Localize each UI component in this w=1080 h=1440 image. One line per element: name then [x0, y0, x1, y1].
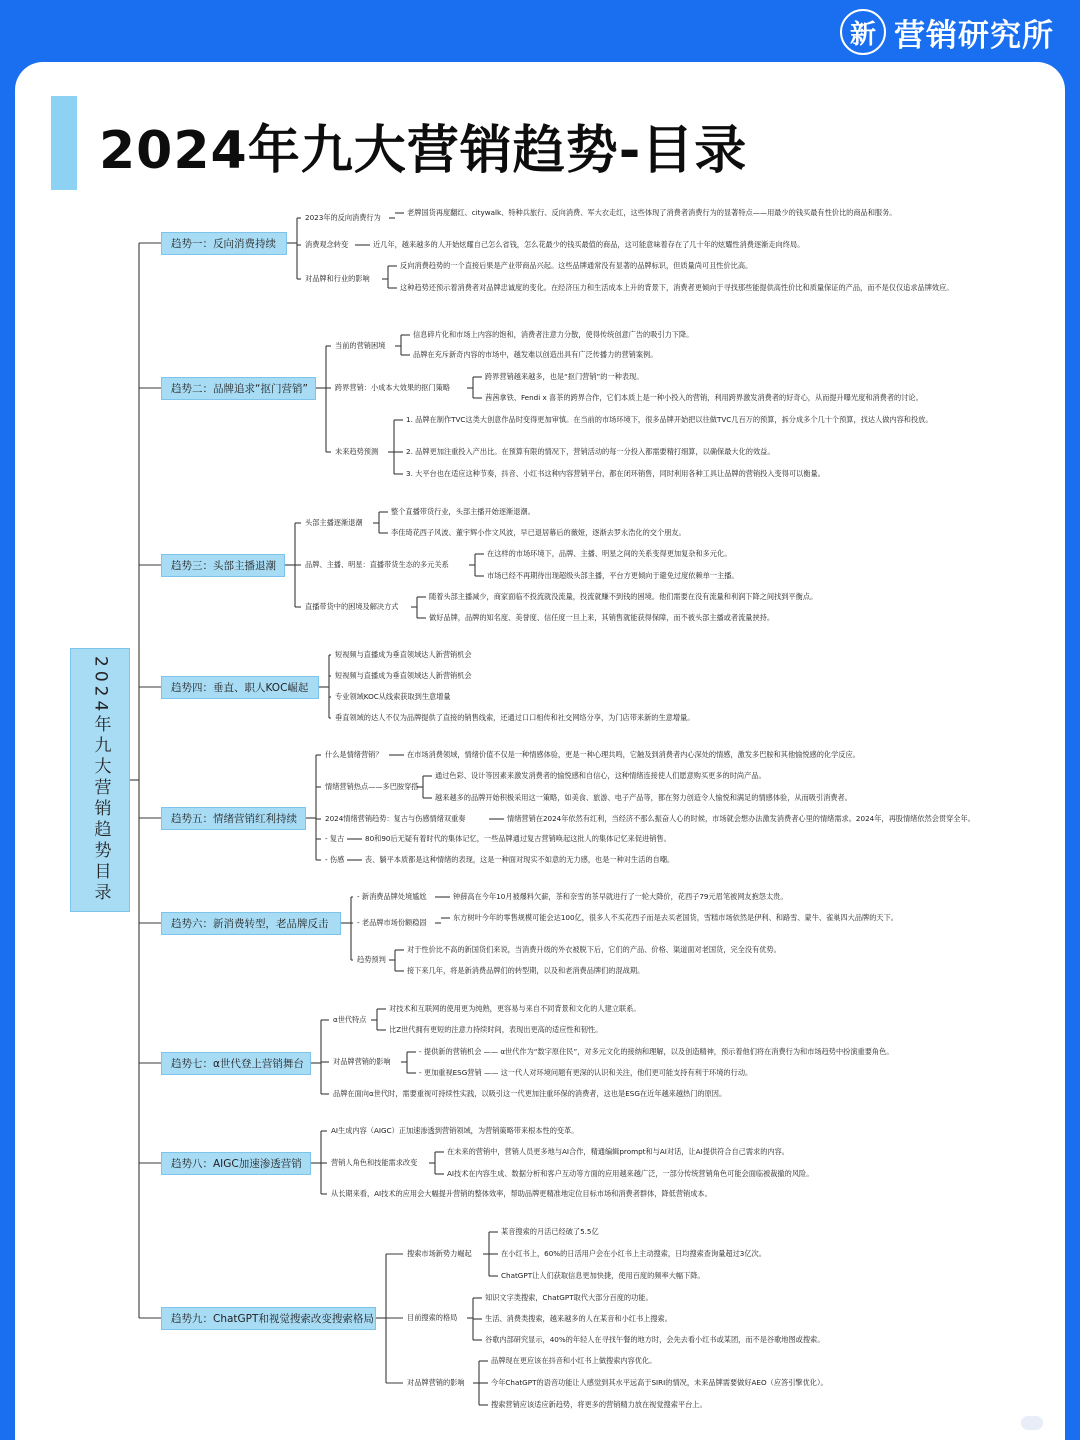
branch-label: - 老品牌市场份额稳固: [357, 918, 427, 927]
trend-node-2: 趋势二：品牌追求“抠门营销”: [161, 377, 316, 400]
brand-name: 营销研究所: [894, 17, 1054, 54]
brand-badge: 新: [840, 9, 886, 55]
leaf-text: 反向消费趋势的一个直接后果是产业带商品兴起。这些品牌通常没有显著的品牌标识，但质量尚可且性价比高。: [400, 261, 753, 270]
leaf-text: 对技术和互联网的使用更为纯熟，更容易与来自不同背景和文化的人建立联系。: [389, 1004, 641, 1013]
leaf-text: 垂直领域的达人不仅为品牌提供了直接的销售线索，还通过口口相传和社交网络分享，为门店带来新的生意增量。: [335, 713, 695, 722]
leaf-text: - 更加重视ESG营销 —— 这一代人对环境问题有更深的认识和关注，他们更可能支持有利于环境的行动。: [419, 1068, 753, 1077]
leaf-text: 在这样的市场环境下，品牌、主播、明星之间的关系变得更加复杂和多元化。: [487, 549, 732, 558]
leaf-text: 知识文字类搜索，ChatGPT取代大部分百度的功能。: [485, 1293, 653, 1302]
leaf-text: 品牌在面向α世代时，需要重视可持续性实践，以吸引这一代更加注重环保的消费者，这也是ESG在近年越来越热门的原因。: [333, 1089, 727, 1098]
leaf-text: 80和90后无疑有着时代的集体记忆，一些品牌通过复古营销唤起这批人的集体记忆来促进销售。: [365, 834, 671, 843]
leaf-text: 东方树叶今年的零售规模可能会达100亿，很多人不买花西子而是去买老国货，雪糕市场依然是伊利、和路雪、蒙牛、雀巢四大品牌的天下。: [453, 913, 898, 922]
trend-node-3: 趋势三：头部主播退潮: [161, 554, 285, 577]
leaf-text: 专业领域KOC从线索获取到生意增量: [335, 692, 451, 701]
trend-node-7: 趋势七：α世代登上营销舞台: [161, 1052, 311, 1075]
corner-watermark: [1021, 1416, 1043, 1430]
leaf-text: 做好品牌，品牌的知名度、美誉度、信任度一旦上来，其销售就能获得保障，而不被头部主播或者流量挟持。: [429, 613, 775, 622]
leaf-text: 短视频与直播成为垂直领域达人新营销机会: [335, 671, 472, 680]
leaf-text: 搜索营销应该适应新趋势，将更多的营销精力放在视觉搜索平台上。: [491, 1400, 707, 1409]
leaf-text: 今年ChatGPT的语音功能让人感觉到其水平远高于SIRI的情况，未来品牌需要做好AEO（应答引擎优化）。: [491, 1378, 828, 1387]
leaf-text: 品牌在充斥新奇内容的市场中，越发难以创造出具有广泛传播力的营销案例。: [413, 350, 658, 359]
leaf-text: 接下来几年，将是新消费品牌们的转型期，以及和老消费品牌们的混战期。: [407, 966, 645, 975]
branch-label: - 复古: [325, 834, 345, 843]
leaf-text: 跨界营销越来越多，也是“抠门营销”的一种表现。: [485, 372, 644, 381]
branch-label: - 新消费品牌处境尴尬: [357, 892, 427, 901]
branch-label: 品牌、主播、明星：直播带货生态的多元关系: [305, 560, 449, 569]
branch-label: 2023年的反向消费行为: [305, 213, 381, 222]
leaf-text: 市场已经不再期待出现超级头部主播，平台方更倾向于避免过度依赖单一主播。: [487, 571, 739, 580]
trend-node-6: 趋势六：新消费转型，老品牌反击: [161, 912, 341, 935]
leaf-text: 3. 大平台也在适应这种节奏，抖音、小红书这种内容营销平台，都在闭环销售，同时利用各种工具让品牌的营销投入变得可以衡量。: [406, 469, 825, 478]
branch-label: 头部主播逐渐退潮: [305, 518, 363, 527]
leaf-text: 这种趋势还预示着消费者对品牌忠诚度的变化。在经济压力和生活成本上升的背景下，消费者更倾向于寻找那些能提供高性价比和质量保证的产品，而不是仅仅追求品牌效应。: [400, 283, 954, 292]
leaf-text: 谷歌内部研究显示，40%的年轻人在寻找午餐的地方时，会先去看小红书或某团，而不是谷歌地图或搜索。: [485, 1335, 825, 1344]
branch-label: 对品牌和行业的影响: [305, 274, 370, 283]
leaf-text: 钟薛高在今年10月被爆料欠薪，茶和奈雪的茶早就进行了一轮大降价，花西子79元眉笔被网友抱怨太贵。: [453, 892, 788, 901]
branch-label: 营销人角色和技能需求改变: [331, 1158, 418, 1167]
root-node: [70, 648, 130, 912]
leaf-text: 生活、消费类搜索，越来越多的人在某音和小红书上搜索。: [485, 1314, 672, 1323]
root-node-label: 2024年九大营销趋势目录: [90, 655, 111, 905]
brand-logo: [840, 8, 1054, 56]
leaf-text: 越来越多的品牌开始积极采用这一策略，如美食、旅游、电子产品等，都在努力创造令人愉悦和满足的情感体验，从而吸引消费者。: [435, 793, 852, 802]
trend-node-4: 趋势四：垂直、职人KOC崛起: [161, 676, 319, 699]
branch-label: 当前的营销困境: [335, 341, 386, 350]
leaf-text: 李佳琦花西子风波、董宇辉小作文风波，早已退居幕后的薇娅，逐渐去罗永浩化的交个朋友。: [391, 528, 686, 537]
branch-label: 对品牌营销的影响: [333, 1057, 391, 1066]
leaf-text: 在小红书上，60%的日活用户会在小红书上主动搜索，日均搜索查询量超过3亿次。: [501, 1249, 766, 1258]
leaf-text: 比Z世代拥有更短的注意力持续时间，表现出更高的适应性和韧性。: [389, 1025, 603, 1034]
trend-node-8: 趋势八：AIGC加速渗透营销: [161, 1152, 311, 1175]
leaf-text: 近几年，越来越多的人开始炫耀自己怎么省钱，怎么花最少的钱买最值的商品，这可能意味着存在了几十年的炫耀性消费逐渐走向终局。: [373, 240, 805, 249]
branch-label: 直播带货中的困境及解决方式: [305, 602, 399, 611]
trend-node-5: 趋势五：情绪营销红利持续: [161, 807, 306, 830]
leaf-text: 1. 品牌在制作TVC这类大创意作品时变得更加审慎。在当前的市场环境下，很多品牌开始把以往做TVC几百万的预算，拆分成多个几十个预算，找达人做内容和投放。: [406, 415, 933, 424]
leaf-text: 在未来的营销中，营销人员更多地与AI合作，精通编辑prompt和与AI对话，让AI提供符合自己需求的内容。: [447, 1147, 789, 1156]
leaf-text: - 提供新的营销机会 —— α世代作为“数字原住民”，对多元文化的接纳和理解，以及创造精神，预示着他们将在消费行为和市场趋势中扮演重要角色。: [419, 1047, 894, 1056]
leaf-text: 整个直播带货行业，头部主播开始逐渐退潮。: [391, 507, 535, 516]
leaf-text: 随着头部主播减少，商家面临不投流就没流量，投流就赚不到钱的困境。他们需要在没有流量和利润下降之间找到平衡点。: [429, 592, 818, 601]
leaf-text: 短视频与直播成为垂直领域达人新营销机会: [335, 650, 472, 659]
leaf-text: AI生成内容（AIGC）正加速渗透到营销领域，为营销策略带来根本性的变革。: [331, 1126, 579, 1135]
page-title: 2024年九大营销趋势-目录: [99, 121, 748, 181]
leaf-text: 通过色彩、设计等因素来激发消费者的愉悦感和自信心，这种情绪连接使人们愿意购买更多的时尚产品。: [435, 771, 766, 780]
leaf-text: 2. 品牌更加注重投入产出比。在预算有限的情况下，营销活动的每一分投入都需要精打细算，以确保最大化的效益。: [406, 447, 775, 456]
branch-label: 2024情绪营销趋势：复古与伤感情绪双重奏: [325, 814, 466, 823]
mindmap-card: [15, 62, 1065, 1440]
leaf-text: 从长期来看，AI技术的应用会大幅提升营销的整体效率，帮助品牌更精准地定位目标市场和消费者群体，降低营销成本。: [331, 1189, 712, 1198]
leaf-text: 老牌国货再度翻红、citywalk、特种兵旅行、反向消费、军大衣走红，这些体现了消费者消费行为的显著特点——用最少的钱买最有性价比的商品和服务。: [407, 208, 897, 217]
leaf-text: 情绪营销在2024年依然有红利，当经济不那么振奋人心的时候，市场就会想办法激发消费者心里的情绪需求。2024年，再股情绪依然会贯穿全年。: [507, 814, 975, 823]
leaf-text: ChatGPT让人们获取信息更加快捷，使用百度的频率大幅下降。: [501, 1271, 705, 1280]
branch-label: 对品牌营销的影响: [407, 1378, 465, 1387]
branch-label: 目前搜索的格局: [407, 1313, 458, 1322]
branch-label: 消费观念转变: [305, 240, 349, 249]
leaf-text: AI技术在内容生成、数据分析和客户互动等方面的应用越来越广泛，一部分传统营销角色可能会面临被裁撤的风险。: [447, 1169, 814, 1178]
branch-label: - 伤感: [325, 855, 345, 864]
trend-node-1: 趋势一：反向消费持续: [161, 232, 287, 255]
leaf-text: 信息碎片化和市场上内容的饱和，消费者注意力分散，使得传统创意广告的吸引力下降。: [413, 330, 694, 339]
leaf-text: 丧、躺平本质都是这种情绪的表现，这是一种面对现实不如意的无力感，也是一种对生活的自嘲。: [365, 855, 675, 864]
branch-label: 情绪营销热点——多巴胺穿搭: [325, 782, 419, 791]
trend-node-9: 趋势九：ChatGPT和视觉搜索改变搜索格局: [161, 1307, 376, 1330]
leaf-text: 对于性价比不高的新国货们来说，当消费升级的外衣被脱下后，它们的产品、价格、渠道面对老国货，完全没有优势。: [407, 945, 781, 954]
branch-label: 未来趋势预测: [335, 447, 379, 456]
branch-label: 什么是情绪营销？: [325, 750, 383, 759]
leaf-text: 品牌现在更应该在抖音和小红书上做搜索内容优化。: [491, 1356, 657, 1365]
branch-label: 趋势预判: [357, 955, 386, 964]
leaf-text: 某音搜索的月活已经破了5.5亿: [501, 1227, 599, 1236]
leaf-text: 茜茜拿铁、Fendi x 喜茶的跨界合作，它们本质上是一种小投入的营销，利用跨界激发消费者的好奇心，从而提升曝光度和消费者的讨论。: [485, 393, 923, 402]
leaf-text: 在市场消费领域，情绪价值不仅是一种情感体验，更是一种心理共鸣，它触及到消费者内心深处的情感，激发多巴胺和其他愉悦感的化学反应。: [407, 750, 860, 759]
branch-label: α世代特点: [333, 1015, 367, 1024]
branch-label: 跨界营销：小成本大效果的抠门策略: [335, 383, 451, 392]
branch-label: 搜索市场新势力崛起: [407, 1249, 472, 1258]
